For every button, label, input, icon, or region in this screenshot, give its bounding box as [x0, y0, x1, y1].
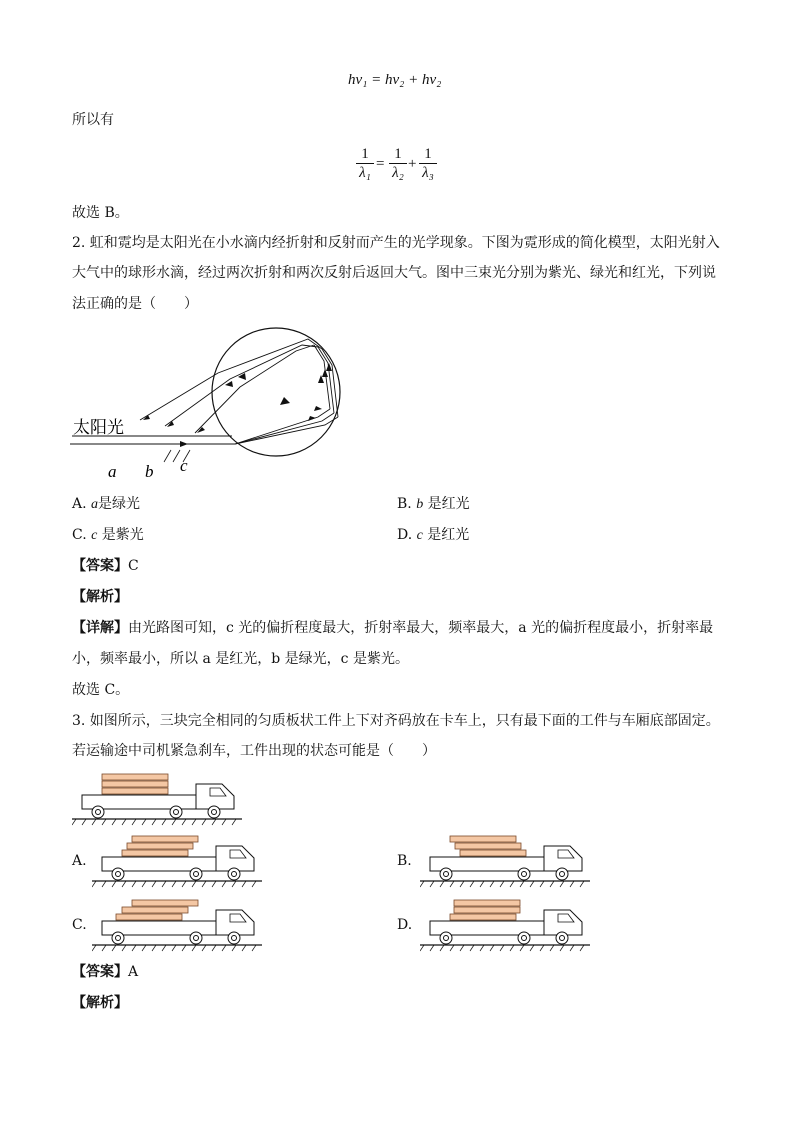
ray-c	[195, 345, 314, 433]
fraction-2: 1 λ₂	[389, 146, 407, 181]
label-c: c	[180, 456, 188, 475]
truck-figure-original	[72, 772, 242, 826]
q2-conclusion: 故选 C。	[72, 682, 130, 698]
equation-energy: hν₁ = hν₂ + hν₂	[348, 72, 442, 88]
label-a: a	[108, 462, 117, 480]
q2-line-1: 2. 虹和霓均是太阳光在小水滴内经折射和反射而产生的光学现象。下图为霓形成的简化模型，太阳光射入	[72, 235, 720, 251]
truck-option-c[interactable]	[92, 898, 267, 952]
answer-1-conclusion: 故选 B。	[72, 205, 129, 221]
q3-option-c-label[interactable]: C.	[72, 917, 87, 933]
q3-analysis-tag: 【解析】	[72, 995, 128, 1011]
ray-b	[165, 345, 318, 426]
truck-option-b[interactable]	[420, 834, 595, 888]
water-droplet	[212, 328, 340, 456]
q3-option-a-label[interactable]: A.	[72, 853, 87, 869]
truck-option-d[interactable]	[420, 898, 595, 952]
q3-option-d-label[interactable]: D.	[397, 917, 413, 933]
plus-sign: +	[408, 156, 417, 172]
q3-answer: 【答案】A	[72, 964, 139, 980]
q2-analysis-tag: 【解析】	[72, 589, 128, 605]
q3-line-2: 若运输途中司机紧急刹车，工件出现的状态可能是（ ）	[72, 743, 436, 759]
q2-line-2: 大气中的球形水滴，经过两次折射和两次反射后返回大气。图中三束光分别为紫光、绿光和红光，下列说	[72, 265, 716, 281]
fraction-1: 1 λ₁	[356, 146, 374, 181]
q2-option-c[interactable]: C. c 是紫光	[72, 527, 144, 543]
ray-a	[140, 339, 322, 420]
q2-detail-line-1: 【详解】由光路图可知，c 光的偏折程度最大，折射率最大，频率最大，a 光的偏折程度最小，折射率最	[72, 620, 714, 636]
q2-line-3: 法正确的是（ ）	[72, 296, 198, 312]
q2-detail-line-2: 小，频率最小，所以 a 是红光，b 是绿光，c 是紫光。	[72, 651, 409, 667]
truck-option-a[interactable]	[92, 834, 267, 888]
q3-option-b-label[interactable]: B.	[397, 853, 412, 869]
label-b: b	[145, 462, 154, 480]
rainbow-diagram	[70, 325, 350, 480]
sunlight-label: 太阳光	[73, 418, 124, 438]
q2-option-a[interactable]: A. a是绿光	[72, 496, 141, 512]
fraction-3: 1 λ₃	[419, 146, 437, 181]
q3-line-1: 3. 如图所示，三块完全相同的匀质板状工件上下对齐码放在卡车上，只有最下面的工件与车厢底部固定。	[72, 713, 720, 729]
text-so: 所以有	[72, 112, 114, 128]
q2-answer: 【答案】C	[72, 558, 139, 574]
arrow-icon	[180, 441, 188, 447]
equals-sign: =	[376, 156, 385, 172]
q2-option-b[interactable]: B. b 是红光	[397, 496, 470, 512]
q2-option-d[interactable]: D. c 是红光	[397, 527, 470, 543]
